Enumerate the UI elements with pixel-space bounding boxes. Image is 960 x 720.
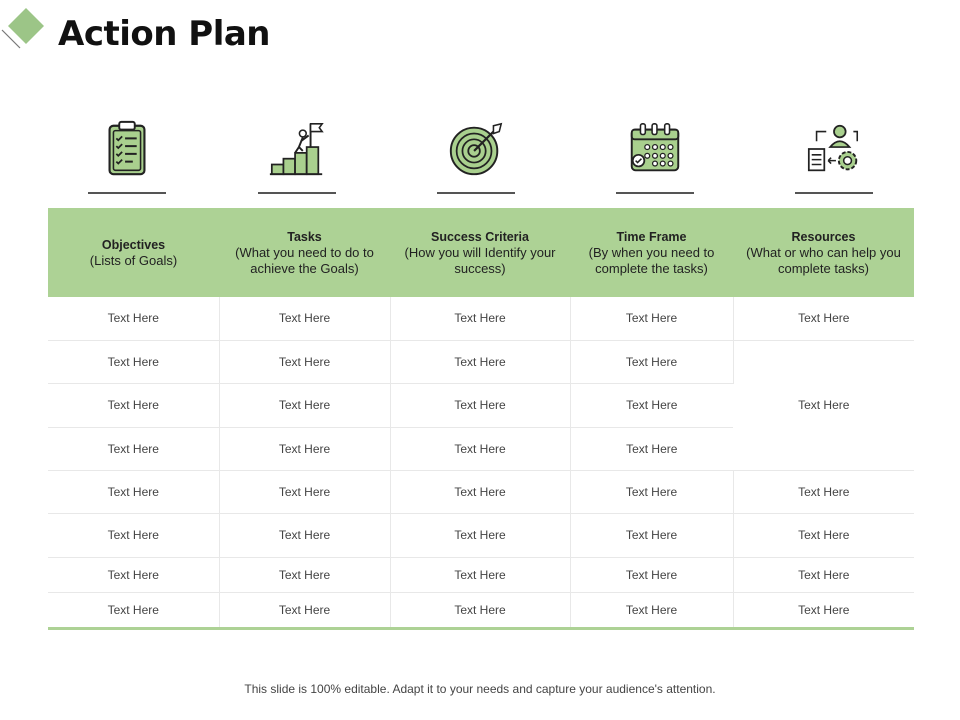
table-cell[interactable]: Text Here	[390, 383, 570, 427]
table-cell[interactable]: Text Here	[570, 557, 733, 592]
table-cell[interactable]: Text Here	[733, 470, 914, 513]
header-success-criteria	[390, 208, 570, 297]
icon-column-tasks	[252, 118, 342, 198]
table-cell[interactable]: Text Here	[219, 470, 390, 513]
table-row	[48, 340, 914, 383]
header-title: Tasks	[287, 229, 322, 244]
icon-column-time-frame	[610, 118, 700, 198]
footer-note: This slide is 100% editable. Adapt it to your needs and capture your audience's attention.	[244, 682, 716, 696]
table-cell[interactable]: Text Here	[570, 427, 733, 470]
table-row	[48, 470, 914, 513]
page-title: Action Plan	[58, 14, 270, 54]
table-cell[interactable]: Text Here	[48, 557, 219, 592]
logo-diamond-icon	[0, 0, 60, 60]
table-cell[interactable]: Text Here	[219, 427, 390, 470]
table-cell[interactable]: Text Here	[48, 427, 219, 470]
action-plan-table	[48, 208, 914, 630]
table-cell[interactable]: Text Here	[570, 513, 733, 557]
table-cell[interactable]: Text Here	[390, 427, 570, 470]
icon-column-success-criteria	[431, 118, 521, 198]
header-subtitle: (How you will Identify your success)	[404, 244, 556, 276]
table-cell[interactable]: Text Here	[390, 340, 570, 383]
table-cell[interactable]: Text Here	[390, 592, 570, 628]
table-row	[48, 557, 914, 592]
table-cell-merged[interactable]: Text Here	[733, 340, 914, 470]
header-objectives	[48, 208, 219, 297]
table-cell[interactable]: Text Here	[219, 297, 390, 340]
header-title: Objectives	[101, 237, 166, 252]
icon-underline	[795, 192, 873, 194]
header-resources	[733, 208, 914, 297]
table-cell[interactable]: Text Here	[570, 340, 733, 383]
table-cell[interactable]: Text Here	[48, 513, 219, 557]
table-header-row	[48, 208, 914, 297]
header-title: Success Criteria	[431, 229, 529, 244]
table-cell[interactable]: Text Here	[733, 557, 914, 592]
table-cell[interactable]: Text Here	[390, 470, 570, 513]
icon-column-resources	[789, 118, 879, 198]
table-cell[interactable]: Text Here	[570, 592, 733, 628]
table-cell[interactable]: Text Here	[48, 470, 219, 513]
icon-underline	[437, 192, 515, 194]
climbing-steps-flag-icon	[266, 118, 328, 180]
table-row	[48, 513, 914, 557]
table-cell[interactable]: Text Here	[48, 383, 219, 427]
table-cell[interactable]: Text Here	[390, 557, 570, 592]
calendar-check-icon	[624, 118, 686, 180]
table-cell[interactable]: Text Here	[219, 383, 390, 427]
header-title: Time Frame	[616, 229, 687, 244]
header-tasks	[219, 208, 390, 297]
icon-underline	[258, 192, 336, 194]
target-arrow-icon	[445, 118, 507, 180]
header-subtitle: (What or who can help you complete tasks)	[746, 244, 901, 276]
header-subtitle: (Lists of Goals)	[89, 252, 178, 268]
header-title: Resources	[791, 229, 856, 244]
icon-underline	[616, 192, 694, 194]
person-gear-resources-icon	[803, 118, 865, 180]
table-cell[interactable]: Text Here	[48, 340, 219, 383]
table-cell[interactable]: Text Here	[219, 592, 390, 628]
table-cell[interactable]: Text Here	[733, 297, 914, 340]
table-cell[interactable]: Text Here	[219, 557, 390, 592]
table-cell[interactable]: Text Here	[570, 297, 733, 340]
table-cell[interactable]: Text Here	[390, 297, 570, 340]
table-cell[interactable]: Text Here	[219, 340, 390, 383]
table-cell[interactable]: Text Here	[219, 513, 390, 557]
table-cell[interactable]: Text Here	[48, 297, 219, 340]
table-cell[interactable]: Text Here	[570, 470, 733, 513]
table-cell[interactable]: Text Here	[570, 383, 733, 427]
header-subtitle: (What you need to do to achieve the Goals)	[235, 244, 374, 276]
table-cell[interactable]: Text Here	[733, 592, 914, 628]
icon-underline	[88, 192, 166, 194]
table-cell[interactable]: Text Here	[48, 592, 219, 628]
icon-column-objectives	[82, 118, 172, 198]
table-cell[interactable]: Text Here	[390, 513, 570, 557]
table-cell[interactable]: Text Here	[733, 513, 914, 557]
table-row	[48, 592, 914, 628]
clipboard-checklist-icon	[96, 118, 158, 180]
header-time-frame	[570, 208, 733, 297]
header-subtitle: (By when you need to complete the tasks)	[588, 244, 715, 276]
table-row	[48, 297, 914, 340]
